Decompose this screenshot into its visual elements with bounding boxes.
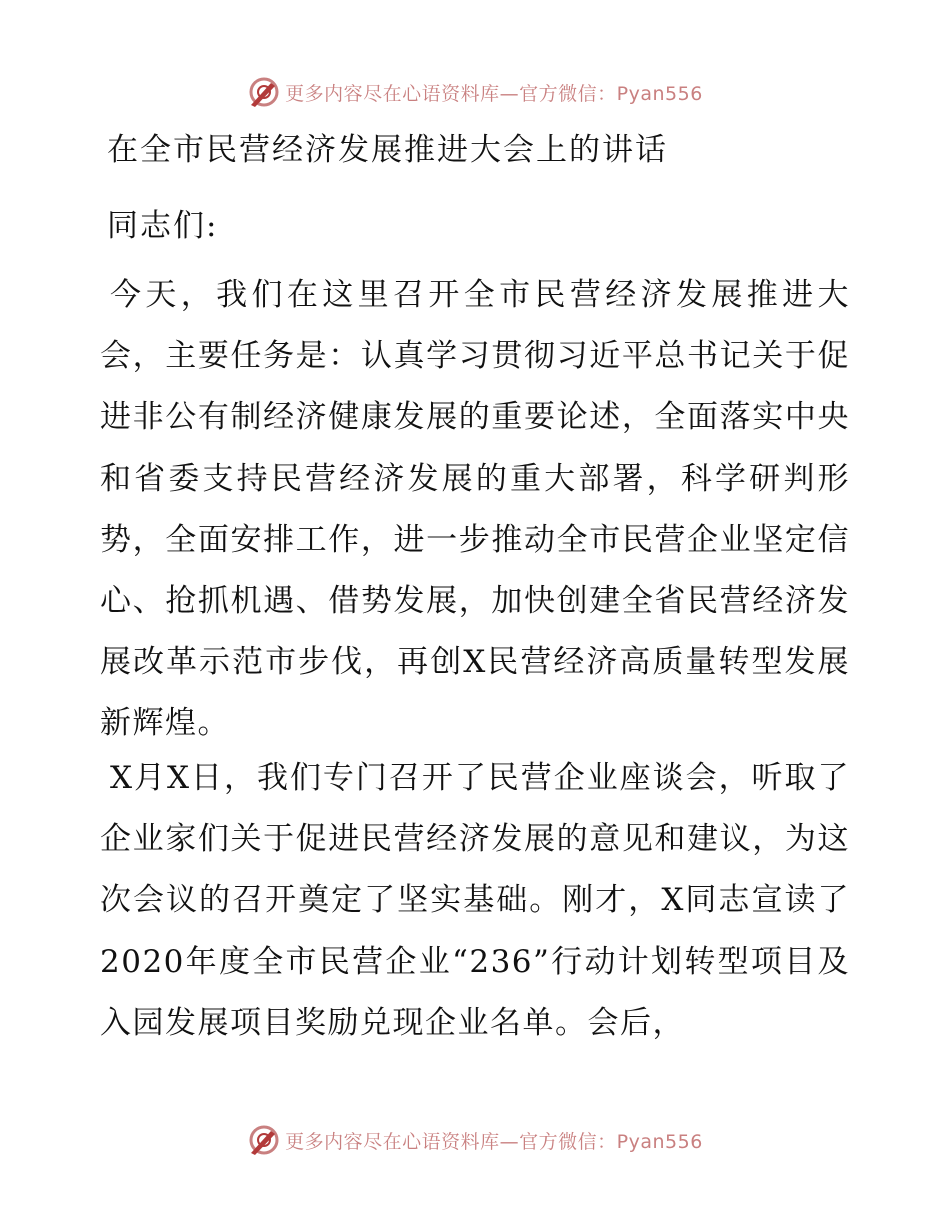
- document-title: 在全市民营经济发展推进大会上的讲话: [107, 132, 668, 168]
- brush-logo-icon: [247, 1123, 281, 1157]
- watermark-footer: [0, 1120, 950, 1160]
- paragraph-2: X月X日，我们专门召开了民营企业座谈会，听取了企业家们关于促进民营经济发展的意见和建议，为这次会议的召开奠定了坚实基础。刚才，X同志宣读了2020年度全市民营企业“236”行动计划转型项目及入园发展项目奖励兑现企业名单。会后，: [100, 760, 850, 1041]
- brush-logo-icon: [247, 75, 281, 109]
- watermark-text: 更多内容尽在心语资料库—官方微信：Pyan556: [285, 82, 703, 105]
- watermark-text: 更多内容尽在心语资料库—官方微信：Pyan556: [285, 1130, 703, 1153]
- salutation: 同志们:: [107, 208, 219, 244]
- watermark-header: [0, 72, 950, 112]
- paragraph-1: 今天，我们在这里召开全市民营经济发展推进大会，主要任务是：认真学习贯彻习近平总书记关于促进非公有制经济健康发展的重要论述，全面落实中央和省委支持民营经济发展的重大部署，科学研判形势，全面安排工作，进一步推动全市民营企业坚定信心、抢抓机遇、借势发展，加快创建全省民营经济发展改革示范市步伐，再创X民营经济高质量转型发展新辉煌。: [100, 277, 850, 742]
